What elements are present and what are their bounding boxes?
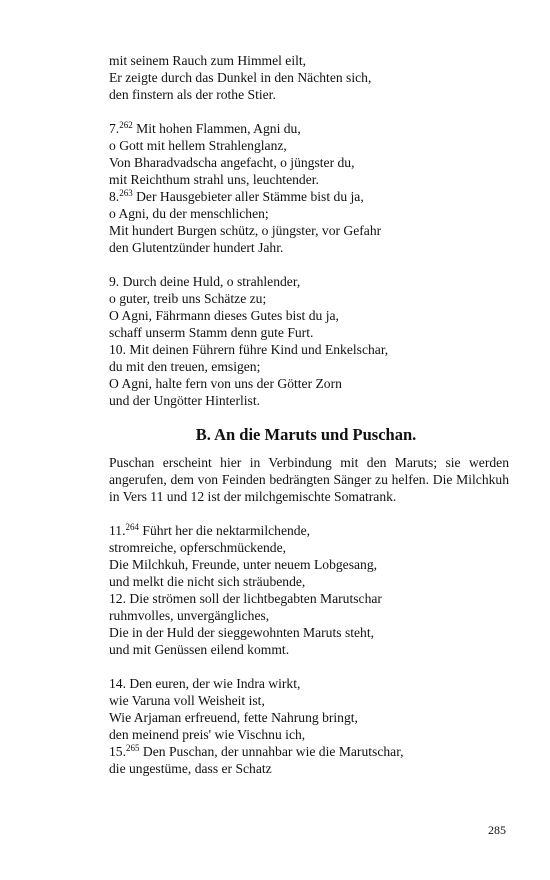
verse-line: Die Milchkuh, Freunde, unter neuem Lobgesang, [109,557,378,572]
verse-line: o guter, treib uns Schätze zu; [109,291,267,306]
verse-number: 15. [109,744,126,759]
footnote-marker: 265 [126,743,140,753]
verse-text: Mit hohen Flammen, Agni du, [132,121,301,136]
footnote-marker: 264 [125,522,139,532]
section-intro: Puschan erscheint hier in Verbindung mit den Maruts; sie werden angerufen, dem von Feinden bedrängten Sänger zu helfen. Die Milchkuh in Vers 11 und 12 ist der milchgemischte Somatrank. [109,455,509,504]
verse-line [109,188,509,205]
page-number: 285 [488,823,506,837]
verse-line: wie Varuna voll Weisheit ist, [109,693,265,708]
verse-line: O Agni, halte fern von uns der Götter Zorn [109,376,342,391]
verse-line: und mit Genüssen eilend kommt. [109,642,290,657]
verse-line: 10. Mit deinen Führern führe Kind und Enkelschar, [109,342,389,357]
verse-line: 12. Die strömen soll der lichtbegabten Marutschar [109,591,382,606]
verse-line [109,522,509,539]
stanza [109,522,509,658]
verse-line: Wie Arjaman erfreuend, fette Nahrung bringt, [109,710,358,725]
stanza [109,675,509,777]
verse-line: den Glutentzünder hundert Jahr. [109,240,284,255]
footnote-marker: 262 [119,120,133,130]
verse-line: 14. Den euren, der wie Indra wirkt, [109,676,301,691]
verse-line: o Gott mit hellem Strahlenglanz, [109,138,287,153]
section-heading: B. An die Maruts und Puschan. [195,425,417,444]
verse-line: mit Reichthum strahl uns, leuchtender. [109,172,319,187]
stanza [109,273,509,409]
verse-text: Führt her die nektarmilchende, [139,523,310,538]
verse-line: stromreiche, opferschmückende, [109,540,287,555]
stanza [109,52,509,103]
stanza [109,120,509,256]
verse-number: 11. [109,523,126,538]
verse-line: den meinend preis' wie Vischnu ich, [109,727,306,742]
verse-text: Der Hausgebieter aller Stämme bist du ja, [132,189,364,204]
verse-line: Die in der Huld der sieggewohnten Maruts steht, [109,625,375,640]
verse-line [109,120,509,137]
verse-number: 8. [109,189,120,204]
verse-line [109,743,509,760]
verse-line: die ungestüme, dass er Schatz [109,761,272,776]
verse-line: und der Ungötter Hinterlist. [109,393,261,408]
verse-line: du mit den treuen, emsigen; [109,359,261,374]
page-text [109,52,509,777]
verse-line: Er zeigte durch das Dunkel in den Nächten sich, [109,70,372,85]
verse-line: Von Bharadvadscha angefacht, o jüngster du, [109,155,355,170]
verse-text: Den Puschan, der unnahbar wie die Marutschar, [139,744,404,759]
verse-number: 7. [109,121,120,136]
verse-line: 9. Durch deine Huld, o strahlender, [109,274,301,289]
verse-line: mit seinem Rauch zum Himmel eilt, [109,53,307,68]
verse-line: den finstern als der rothe Stier. [109,87,276,102]
footnote-marker: 263 [119,188,133,198]
verse-line: o Agni, du der menschlichen; [109,206,269,221]
verse-line: Mit hundert Burgen schütz, o jüngster, vor Gefahr [109,223,382,238]
verse-line: schaff unserm Stamm denn gute Furt. [109,325,314,340]
verse-line: O Agni, Fährmann dieses Gutes bist du ja, [109,308,339,323]
verse-line: und melkt die nicht sich sträubende, [109,574,306,589]
verse-line: ruhmvolles, unvergängliches, [109,608,270,623]
